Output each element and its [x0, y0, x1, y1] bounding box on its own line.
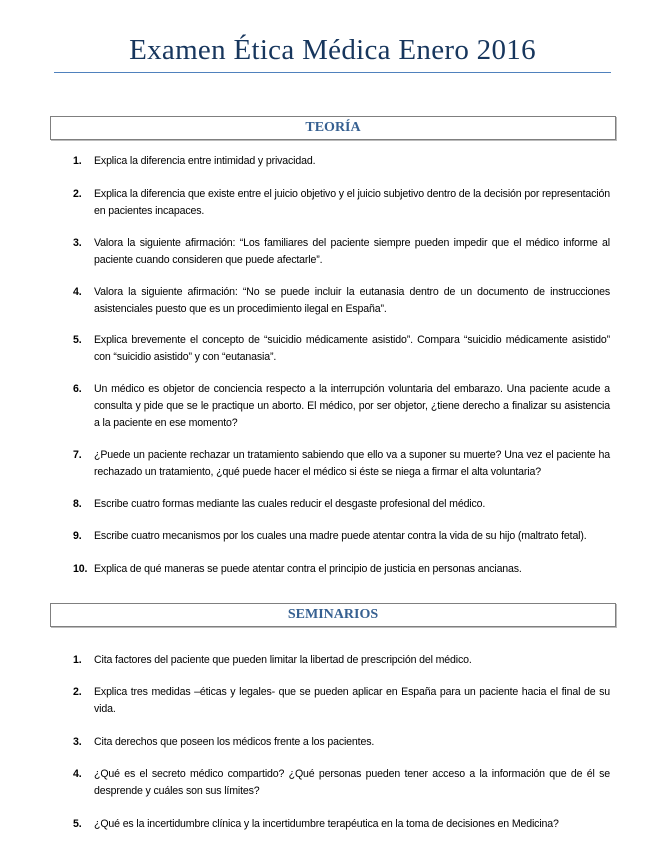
question-number: 9.	[73, 530, 82, 542]
question-number: 5.	[73, 334, 82, 346]
section-heading-seminarios: SEMINARIOS	[50, 603, 616, 627]
question-text: ¿Qué es el secreto médico compartido? ¿Qué personas pueden tener acceso a la información que de él se desprende y cuáles son sus límites?	[94, 768, 610, 797]
title-divider	[54, 72, 611, 73]
question-item	[73, 652, 610, 669]
question-number: 4.	[73, 768, 82, 780]
question-item	[73, 284, 610, 318]
question-number: 1.	[73, 654, 82, 666]
question-item	[73, 235, 610, 269]
question-number: 8.	[73, 498, 82, 510]
question-item	[73, 381, 610, 432]
question-item	[73, 734, 610, 751]
question-item	[73, 766, 610, 800]
question-text: Explica brevemente el concepto de “suicidio médicamente asistido”. Compara “suicidio médicamente asistido” con “suicidio asistido” y con “eutanasia”.	[94, 334, 610, 363]
question-text: Escribe cuatro mecanismos por los cuales una madre puede atentar contra la vida de su hijo (maltrato fetal).	[94, 530, 587, 542]
question-number: 6.	[73, 383, 82, 395]
question-item	[73, 447, 610, 481]
question-item	[73, 684, 610, 718]
question-item	[73, 816, 610, 833]
question-number: 2.	[73, 686, 82, 698]
question-item	[73, 496, 610, 513]
question-text: Explica la diferencia entre intimidad y privacidad.	[94, 155, 316, 167]
question-text: ¿Qué es la incertidumbre clínica y la incertidumbre terapéutica en la toma de decisiones en Medicina?	[94, 818, 559, 830]
question-number: 4.	[73, 286, 82, 298]
question-text: Valora la siguiente afirmación: “Los familiares del paciente siempre pueden impedir que el médico informe al paciente cuando consideren que puede afectarle”.	[94, 237, 610, 266]
question-text: Explica de qué maneras se puede atentar contra el principio de justicia en personas ancianas.	[94, 563, 522, 575]
question-number: 5.	[73, 818, 82, 830]
question-text: Valora la siguiente afirmación: “No se puede incluir la eutanasia dentro de un documento de instrucciones asistenciales puesto que es un procedimiento ilegal en España”.	[94, 286, 610, 315]
question-text: Escribe cuatro formas mediante las cuales reducir el desgaste profesional del médico.	[94, 498, 486, 510]
question-text: Explica la diferencia que existe entre el juicio objetivo y el juicio subjetivo dentro de la decisión por representación en pacientes incapaces.	[94, 188, 610, 217]
question-number: 3.	[73, 237, 82, 249]
question-number: 2.	[73, 188, 82, 200]
question-item	[73, 186, 610, 220]
question-item	[73, 528, 610, 545]
question-text: Un médico es objetor de conciencia respecto a la interrupción voluntaria del embarazo. Una paciente acude a consulta y pide que se le practique un aborto. El médico, por ser objetor, ¿tiene derecho a finalizar su asistencia a la paciente en ese momento?	[94, 383, 610, 429]
question-item	[73, 153, 610, 170]
question-item	[73, 561, 610, 578]
page-title: Examen Ética Médica Enero 2016	[129, 34, 536, 66]
question-item	[73, 332, 610, 366]
question-number: 10.	[73, 563, 88, 575]
question-text: Cita factores del paciente que pueden limitar la libertad de prescripción del médico.	[94, 654, 472, 666]
question-text: ¿Puede un paciente rechazar un tratamiento sabiendo que ello va a suponer su muerte? Una vez el paciente ha rechazado un tratamiento, ¿qué puede hacer el médico si éste se niega a firmar el alta voluntaria?	[94, 449, 610, 478]
question-number: 7.	[73, 449, 82, 461]
question-text: Cita derechos que poseen los médicos frente a los pacientes.	[94, 736, 375, 748]
question-text: Explica tres medidas –éticas y legales- que se pueden aplicar en España para un paciente hacia el final de su vida.	[94, 686, 610, 715]
section-heading-teoria: TEORÍA	[50, 116, 616, 140]
question-number: 1.	[73, 155, 82, 167]
question-number: 3.	[73, 736, 82, 748]
